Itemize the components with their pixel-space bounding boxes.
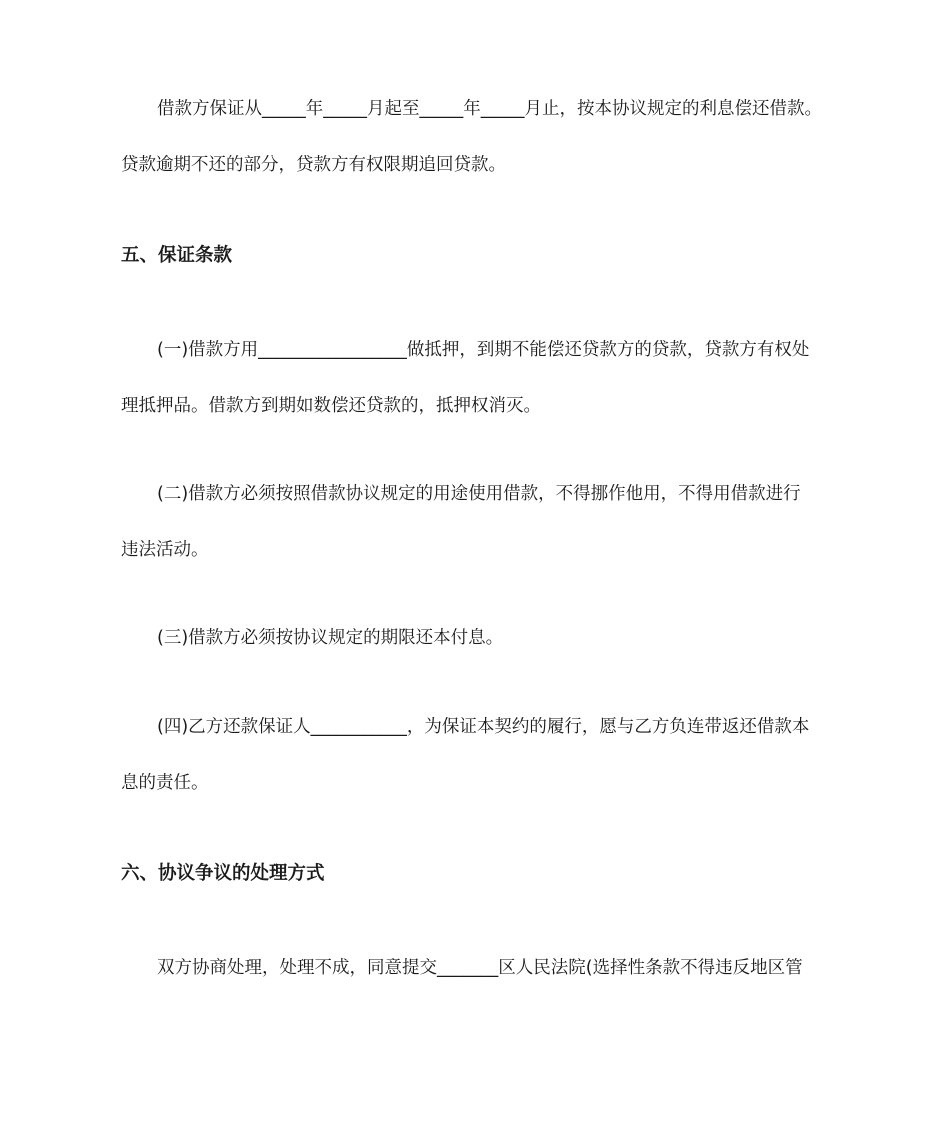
repayment-paragraph-line-1: 借款方保证从_____年_____月起至_____年_____月止，按本协议规定的利息偿还借款。 [157,99,822,119]
clause-4-line-2: 息的责任。 [121,773,209,793]
clause-3-line-1: (三)借款方必须按协议规定的期限还本付息。 [157,628,504,648]
section-heading-dispute-resolution: 六、协议争议的处理方式 [121,863,325,884]
clause-2-line-1: (二)借款方必须按照借款协议规定的用途使用借款，不得挪作他用，不得用借款进行 [157,484,801,504]
clause-2-line-2: 违法活动。 [121,540,209,560]
clause-4-line-1: (四)乙方还款保证人___________，为保证本契约的履行，愿与乙方负连带返还借款本 [157,717,810,737]
clause-1-line-2: 理抵押品。借款方到期如数偿还贷款的，抵押权消灭。 [121,396,541,416]
repayment-paragraph-line-2: 贷款逾期不还的部分，贷款方有权限期追回贷款。 [121,155,506,175]
section-heading-guarantee-terms: 五、保证条款 [121,245,233,266]
clause-1-line-1: (一)借款方用_________________做抵押，到期不能偿还贷款方的贷款，贷款方有权处 [157,340,810,360]
dispute-paragraph-line-1: 双方协商处理，处理不成，同意提交_______区人民法院(选择性条款不得违反地区管 [157,958,803,978]
